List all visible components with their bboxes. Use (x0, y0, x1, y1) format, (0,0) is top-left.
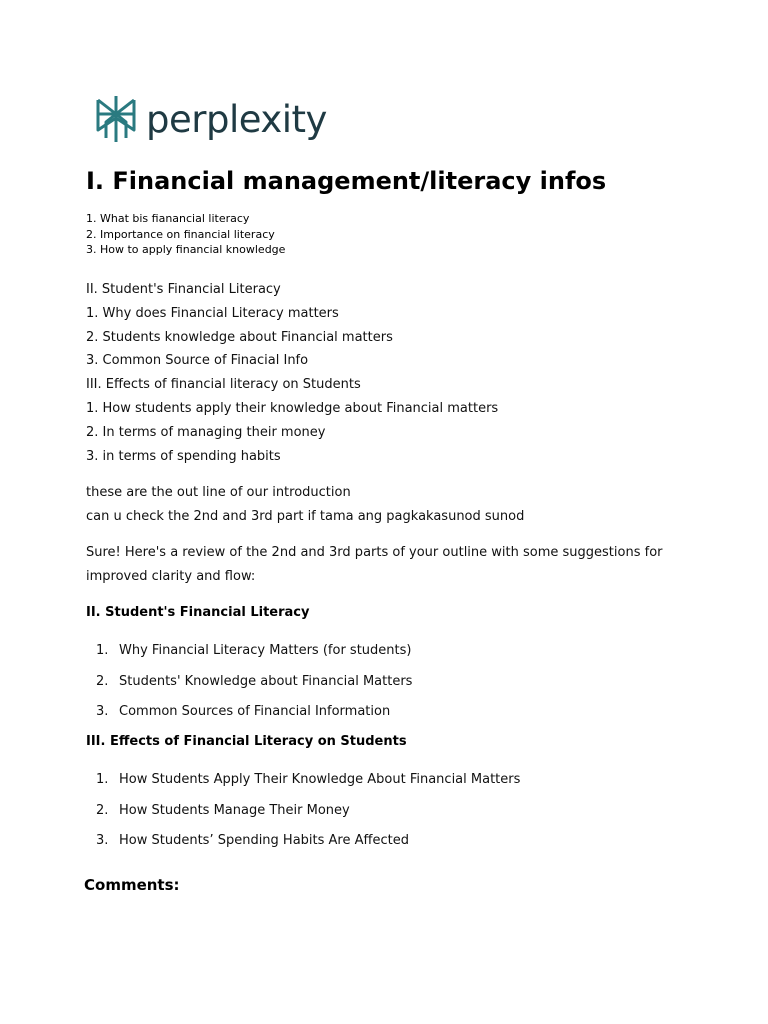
list-number: 1. (96, 772, 109, 787)
list-item (96, 704, 412, 735)
list-number: 3. (96, 833, 109, 848)
page-title: I. Financial management/literacy infos (86, 167, 607, 195)
outline-line: 3. Common Source of Finacial Info (86, 353, 309, 369)
list-item (96, 803, 520, 834)
list-number: 3. (96, 704, 109, 719)
outline-line: II. Student's Financial Literacy (86, 282, 281, 297)
outline-line: III. Effects of financial literacy on Students (86, 377, 361, 393)
list-number: 1. (96, 643, 109, 658)
section2-heading: II. Student's Financial Literacy (86, 605, 310, 620)
list-item (96, 833, 520, 864)
list-text: How Students Apply Their Knowledge About Financial Matters (119, 772, 521, 787)
list-text: How Students Manage Their Money (119, 802, 350, 818)
section2-list (96, 643, 412, 735)
list-text: How Students’ Spending Habits Are Affected (119, 833, 409, 848)
perplexity-logo (94, 94, 327, 144)
list-number: 2. (96, 673, 109, 689)
intro-item: 1. What bis fianancial literacy (86, 212, 250, 225)
list-item (96, 643, 412, 674)
outline-line: 1. Why does Financial Literacy matters (86, 305, 339, 321)
outline-line: 3. in terms of spending habits (86, 448, 281, 464)
reply-intro: Sure! Here's a review of the 2nd and 3rd parts of your outline with some suggestions for improved clarity and flow: (86, 545, 663, 584)
user-note (86, 481, 524, 529)
list-text: Common Sources of Financial Information (119, 704, 391, 719)
section3-heading: III. Effects of Financial Literacy on Students (86, 734, 407, 749)
list-item (96, 772, 520, 803)
outline-line: 2. In terms of managing their money (86, 424, 326, 440)
section3-list (96, 772, 520, 864)
intro-item: 2. Importance on financial literacy (86, 227, 275, 241)
note-line: can u check the 2nd and 3rd part if tama ang pagkakasunod sunod (86, 508, 525, 524)
logo-wordmark: perplexity (146, 97, 327, 141)
list-text: Students' Knowledge about Financial Matters (119, 673, 413, 689)
outline-line: 1. How students apply their knowledge about Financial matters (86, 400, 499, 416)
outline-line: 2. Students knowledge about Financial matters (86, 329, 393, 345)
intro-list (86, 211, 285, 258)
note-line: these are the out line of our introduction (86, 485, 351, 500)
list-text: Why Financial Literacy Matters (for students) (119, 643, 412, 658)
list-number: 2. (96, 802, 109, 818)
comments-label: Comments: (84, 876, 180, 894)
intro-item: 3. How to apply financial knowledge (86, 243, 286, 257)
user-outline (86, 278, 498, 468)
list-item (96, 674, 412, 705)
perplexity-logo-icon (94, 94, 138, 144)
